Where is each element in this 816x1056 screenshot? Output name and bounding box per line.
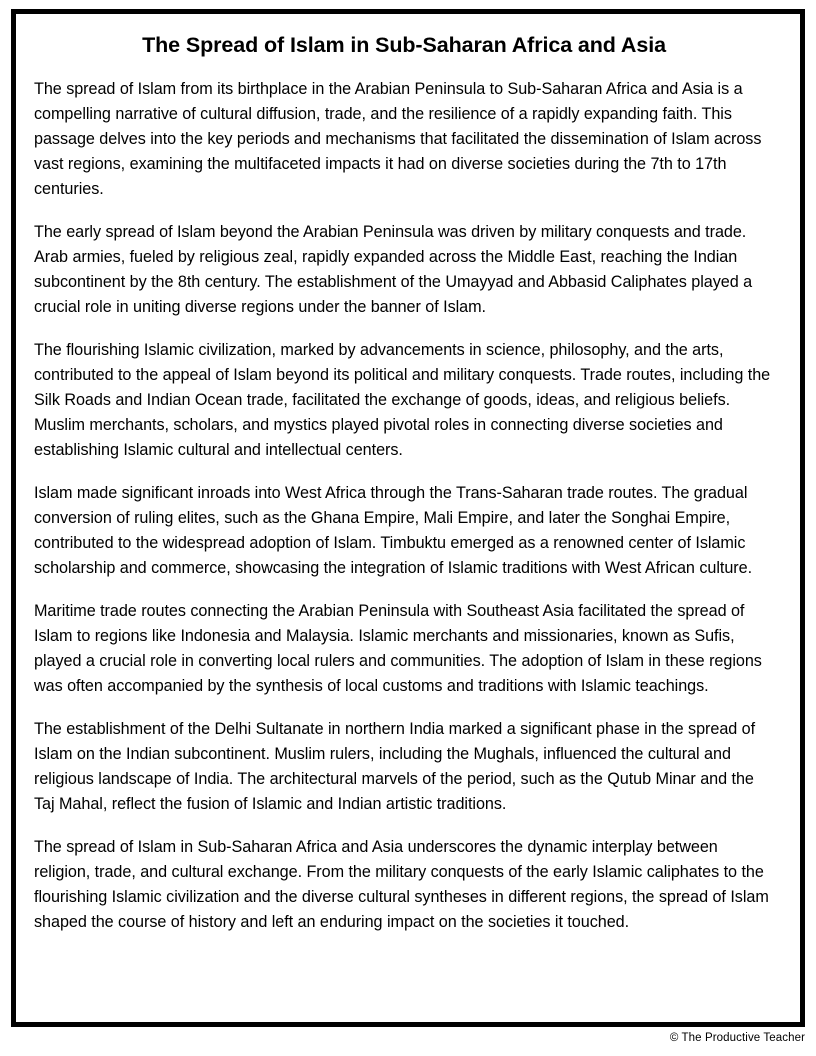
passage-paragraph-3: The flourishing Islamic civilization, marked by advancements in science, philosophy, and the arts, contributed to the appeal of Islam beyond its political and military conquests. Trade routes, including the Silk Roads and Indian Ocean trade, facilitated the exchange of goods, ideas, and religious beliefs. Muslim merchants, scholars, and mystics played pivotal roles in connecting diverse societies and establishing Islamic cultural and intellectual centers. bbox=[34, 340, 771, 459]
copyright-footer: © The Productive Teacher bbox=[669, 1032, 805, 1044]
frame-inner-content bbox=[16, 14, 800, 1022]
page-title: The Spread of Islam in Sub-Saharan Africa and Asia bbox=[142, 33, 666, 57]
passage-paragraph-5: Maritime trade routes connecting the Arabian Peninsula with Southeast Asia facilitated the spread of Islam to regions like Indonesia and Malaysia. Islamic merchants and missionaries, known as Sufis, played a crucial role in converting local rulers and communities. The adoption of Islam in these regions was often accompanied by the synthesis of local customs and traditions with Islamic teachings. bbox=[34, 601, 762, 695]
passage-paragraph-1: The spread of Islam from its birthplace in the Arabian Peninsula to Sub-Saharan Africa and Asia is a compelling narrative of cultural diffusion, trade, and the resilience of a rapidly expanding faith. This passage delves into the key periods and mechanisms that facilitated the dissemination of Islam across vast regions, examining the multifaceted impacts it had on diverse societies during the 7th to 17th centuries. bbox=[34, 79, 762, 198]
passage-paragraph-7: The spread of Islam in Sub-Saharan Africa and Asia underscores the dynamic interplay between religion, trade, and cultural exchange. From the military conquests of the early Islamic caliphates to the flourishing Islamic civilization and the diverse cultural syntheses in different regions, the spread of Islam shaped the course of history and left an enduring impact on the societies it touched. bbox=[34, 837, 769, 931]
bordered-content-frame bbox=[11, 9, 805, 1027]
passage-paragraph-6: The establishment of the Delhi Sultanate in northern India marked a significant phase in the spread of Islam on the Indian subcontinent. Muslim rulers, including the Mughals, influenced the cultural and religious landscape of India. The architectural marvels of the period, such as the Qutub Minar and the Taj Mahal, reflect the fusion of Islamic and Indian artistic traditions. bbox=[34, 719, 756, 813]
passage-body bbox=[34, 77, 774, 935]
passage-paragraph-4: Islam made significant inroads into West Africa through the Trans-Saharan trade routes. The gradual conversion of ruling elites, such as the Ghana Empire, Mali Empire, and later the Songhai Empire, contributed to the widespread adoption of Islam. Timbuktu emerged as a renowned center of Islamic scholarship and commerce, showcasing the integration of Islamic traditions with West African culture. bbox=[34, 483, 753, 577]
passage-paragraph-2: The early spread of Islam beyond the Arabian Peninsula was driven by military conquests and trade. Arab armies, fueled by religious zeal, rapidly expanded across the Middle East, reaching the Indian subcontinent by the 8th century. The establishment of the Umayyad and Abbasid Caliphates played a crucial role in uniting diverse regions under the banner of Islam. bbox=[34, 222, 753, 316]
